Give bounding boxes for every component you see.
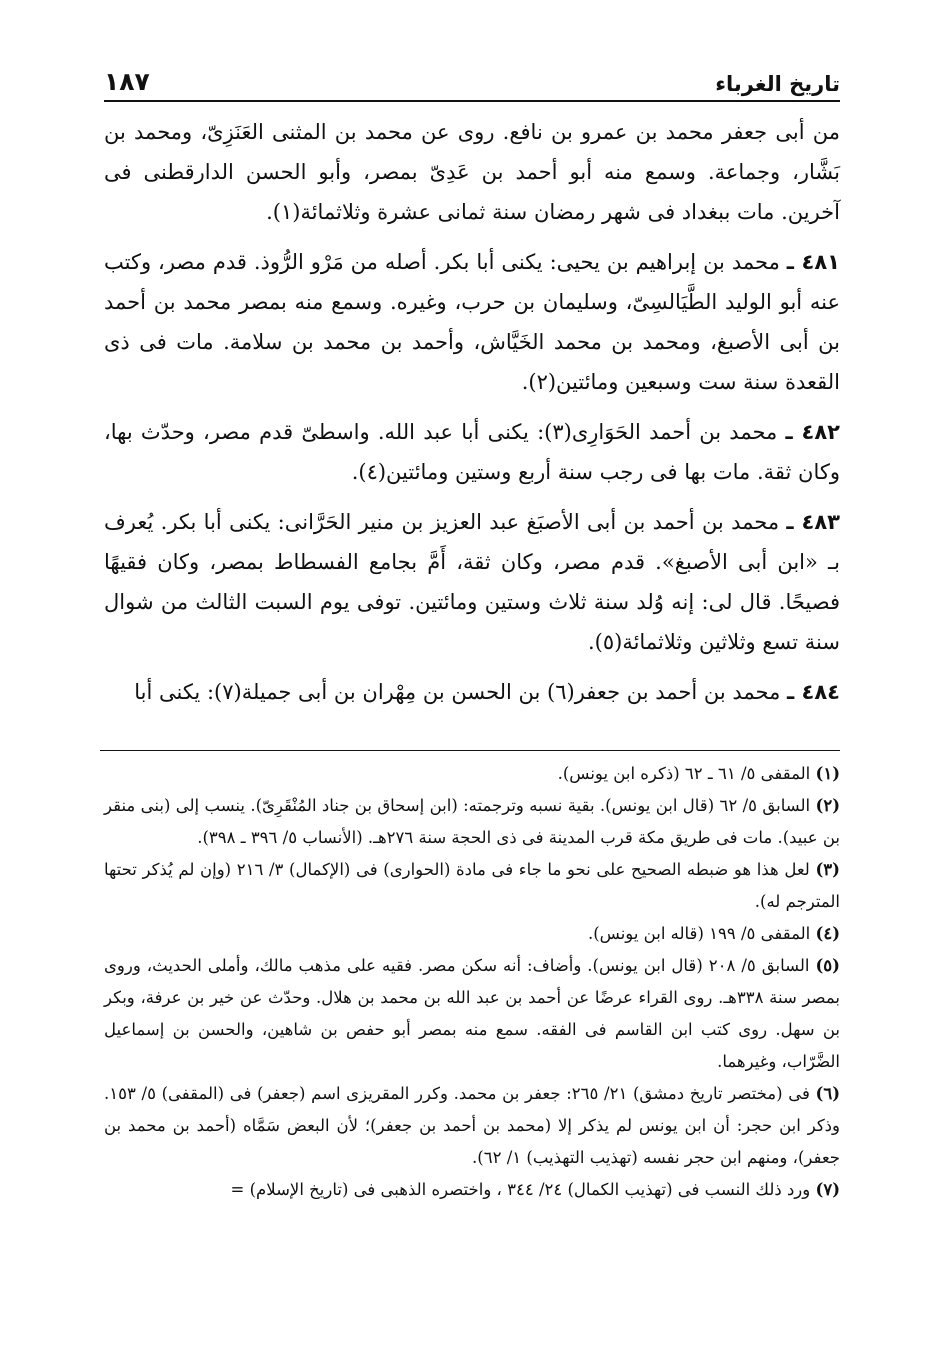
entry-text: محمد بن أحمد الحَوَارِى(٣): يكنى أبا عبد الله. واسطىّ قدم مصر، وحدّث بها، وكان ثقة. مات بها فى رجب سنة أربع وستين ومائتين(٤). bbox=[104, 420, 840, 484]
entry-482 bbox=[104, 412, 840, 492]
entry-481 bbox=[104, 242, 840, 402]
footnote-separator bbox=[100, 750, 840, 751]
footnote-text: المقفى ٥/ ٦١ ـ ٦٢ (ذكره ابن يونس). bbox=[557, 764, 811, 783]
footnote-4 bbox=[104, 918, 840, 950]
footnote-7 bbox=[104, 1174, 840, 1206]
entry-number: ٤٨٤ ـ bbox=[787, 680, 840, 704]
paragraph-text: من أبى جعفر محمد بن عمرو بن نافع. روى عن محمد بن المثنى العَنَزِىّ، ومحمد بن بَشَّار، وجماعة. وسمع منه أبو أحمد بن عَدِىّ بمصر، وأبو الحسن الدارقطنى فى آخرين. مات ببغداد فى شهر رمضان سنة ثمانى عشرة وثلاثمائة(١). bbox=[104, 120, 840, 224]
header-rule bbox=[104, 100, 840, 102]
footnote-text: السابق ٥/ ٢٠٨ (قال ابن يونس). وأضاف: أنه سكن مصر. فقيه على مذهب مالك، وأملى الحديث، وروى بمصر سنة ٣٣٨هـ. روى القراء عرضًا عن أحمد بن عبد الله بن محمد بن هلال. وحدّث عن خير بن عرفة، وبكر بن سهل. روى كتب ابن القاسم فى الفقه. سمع منه بمصر أبو حفص بن شاهين، والحسن بن إسماعيل الضَّرّاب، وغيرهما. bbox=[104, 956, 840, 1071]
page-header bbox=[104, 56, 840, 96]
footnote-label: (١) bbox=[815, 764, 840, 783]
footnote-label: (٤) bbox=[815, 924, 840, 943]
footnote-label: (٢) bbox=[815, 796, 840, 815]
footnote-label: (٧) bbox=[815, 1180, 840, 1199]
footnote-label: (٦) bbox=[815, 1084, 840, 1103]
footnote-2 bbox=[104, 790, 840, 854]
footnote-label: (٣) bbox=[815, 860, 840, 879]
entry-number: ٤٨٢ ـ bbox=[785, 420, 840, 444]
entry-text: محمد بن أحمد بن جعفر(٦) بن الحسن بن مِهْران بن أبى جميلة(٧): يكنى أبا bbox=[134, 680, 781, 704]
entry-483 bbox=[104, 502, 840, 662]
main-text bbox=[104, 112, 840, 712]
page-number: ١٨٧ bbox=[104, 67, 150, 96]
running-title: تاريخ الغرباء bbox=[715, 72, 840, 96]
entry-number: ٤٨١ ـ bbox=[786, 250, 840, 274]
footnote-text: لعل هذا هو ضبطه الصحيح على نحو ما جاء فى مادة (الحوارى) فى (الإكمال) ٣/ ٢١٦ (وإن لم يُذكر تحتها المترجم له). bbox=[104, 860, 840, 911]
entry-484 bbox=[104, 672, 840, 712]
entry-number: ٤٨٣ ـ bbox=[786, 510, 840, 534]
footnote-3 bbox=[104, 854, 840, 918]
footnote-text: السابق ٥/ ٦٢ (قال ابن يونس). بقية نسبه وترجمته: (ابن إسحاق بن جناد المُنْقَرِىّ). ينسب إلى (بنى منقر بن عبيد). مات فى طريق مكة قرب المدينة فى ذى الحجة سنة ٢٧٦هـ. (الأنساب ٥/ ٣٩٦ ـ ٣٩٨). bbox=[104, 796, 840, 847]
entry-text: محمد بن إبراهيم بن يحيى: يكنى أبا بكر. أصله من مَرْو الرُّوذ. قدم مصر، وكتب عنه أبو الوليد الطَّيَالسِىّ، وسليمان بن حرب، وغيره. وسمع منه بمصر محمد بن أحمد بن أبى الأصبغ، ومحمد بن محمد الخَيَّاش، وأحمد بن محمد بن سلامة. مات فى ذى القعدة سنة ست وسبعين ومائتين(٢). bbox=[104, 250, 840, 394]
footnote-label: (٥) bbox=[815, 956, 840, 975]
footnote-text: المقفى ٥/ ١٩٩ (قاله ابن يونس). bbox=[588, 924, 811, 943]
entry-text: محمد بن أحمد بن أبى الأصبَغ عبد العزيز بن منير الحَرَّانى: يكنى أبا بكر. يُعرف بـ «ابن أبى الأصبغ». قدم مصر، وكان ثقة، أَمَّ بجامع الفسطاط بمصر، وكان فقيهًا فصيحًا. قال لى: إنه وُلد سنة ثلاث وستين ومائتين. توفى يوم السبت الثالث من شوال سنة تسع وثلاثين وثلاثمائة(٥). bbox=[104, 510, 840, 654]
footnotes bbox=[104, 758, 840, 1206]
footnote-text: فى (مختصر تاريخ دمشق) ٢١/ ٢٦٥: جعفر بن محمد. وكرر المقريزى اسم (جعفر) فى (المقفى) ٥/ ١٥٣. وذكر ابن حجر: أن ابن يونس لم يذكر إلا (محمد بن أحمد بن جعفر)؛ لأن البعض سَمَّاه (أحمد بن محمد بن جعفر)، ومنهم ابن حجر نفسه (تهذيب التهذيب) ١/ ٦٢). bbox=[104, 1084, 840, 1167]
footnote-text: ورد ذلك النسب فى (تهذيب الكمال) ٢٤/ ٣٤٤ ، واختصره الذهبى فى (تاريخ الإسلام) = bbox=[230, 1180, 811, 1199]
footnote-5 bbox=[104, 950, 840, 1078]
paragraph-continuation bbox=[104, 112, 840, 232]
footnote-1 bbox=[104, 758, 840, 790]
footnote-6 bbox=[104, 1078, 840, 1174]
